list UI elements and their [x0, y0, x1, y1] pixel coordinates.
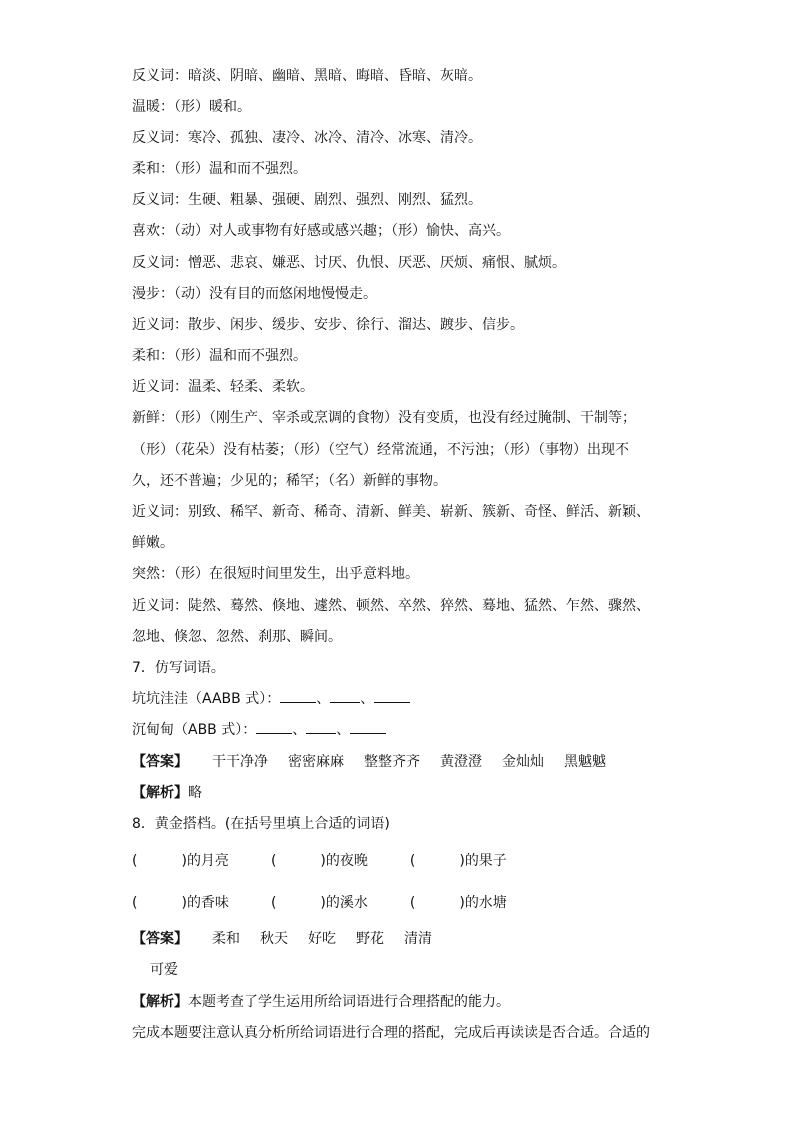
- text-line: 近义词：温柔、轻柔、柔软。: [132, 379, 314, 395]
- paren-open: (: [409, 895, 416, 911]
- separator: 、: [336, 722, 351, 738]
- paren-open: (: [132, 895, 138, 911]
- paren-open: (: [270, 895, 277, 911]
- answer-word: 金灿灿: [502, 754, 544, 770]
- analysis-label: 【解析】: [132, 994, 188, 1010]
- fill-blank[interactable]: [374, 689, 410, 703]
- text-line: 柔和：（形）温和而不强烈。: [132, 161, 307, 177]
- phrase: 的月亮: [186, 853, 229, 869]
- text-line: 漫步：（动）没有目的而悠闲地慢慢走。: [132, 286, 377, 302]
- q7-line-abb: [132, 720, 386, 740]
- q7-abb-prefix: 沉甸甸（ABB 式）：: [132, 722, 257, 738]
- q8-answer-extra: 可爱: [150, 962, 178, 978]
- text-line: 久，还不普遍；少见的；稀罕；（名）新鲜的事物。: [132, 473, 447, 489]
- analysis-text: 本题考查了学生运用所给词语进行合理搭配的能力。: [188, 994, 510, 1010]
- answer-word: 野花: [356, 931, 384, 947]
- text-line: 喜欢：（动）对人或事物有好感或感兴趣；（形）愉快、高兴。: [132, 223, 510, 239]
- paren-close: ): [181, 895, 187, 911]
- question-7-title: 7．仿写词语。: [132, 660, 225, 676]
- separator: 、: [316, 691, 331, 707]
- text-line: 近义词：陡然、蓦然、倏地、遽然、顿然、卒然、猝然、蓦地、猛然、乍然、骤然、: [132, 598, 650, 614]
- q8-last-line: 完成本题要注意认真分析所给词语进行合理的搭配，完成后再读读是否合适。合适的: [132, 1025, 650, 1041]
- answer-label: 【答案】: [132, 754, 188, 770]
- text-line: 鲜嫩。: [132, 535, 174, 551]
- answer-word: 秋天: [260, 931, 288, 947]
- phrase: 的果子: [464, 853, 507, 869]
- text-line: 反义词：寒冷、孤独、凄冷、冰冷、清冷、冰寒、清冷。: [132, 130, 482, 146]
- fill-blank[interactable]: [256, 720, 292, 734]
- answer-word: 黄澄澄: [440, 754, 482, 770]
- text-line: 近义词：别致、稀罕、新奇、稀奇、清新、鲜美、崭新、簇新、奇怪、鲜活、新颖、: [132, 504, 650, 520]
- phrase: 的夜晚: [325, 853, 368, 869]
- answer-word: 密密麻麻: [288, 754, 344, 770]
- paren-open: (: [132, 853, 138, 869]
- fill-blank[interactable]: [330, 689, 360, 703]
- separator: 、: [292, 722, 307, 738]
- answer-word: 干干净净: [212, 754, 268, 770]
- paren-close: ): [320, 895, 326, 911]
- text-line: 反义词：生硬、粗暴、强硬、剧烈、强烈、刚烈、猛烈。: [132, 192, 482, 208]
- fill-blank[interactable]: [306, 720, 336, 734]
- q7-line-aabb: [132, 689, 410, 709]
- answer-label: 【答案】: [132, 931, 188, 947]
- text-line: 近义词：散步、闲步、缓步、安步、徐行、溜达、踱步、信步。: [132, 317, 524, 333]
- q7-analysis-line: [132, 783, 202, 803]
- answer-word: 黑魆魆: [564, 754, 606, 770]
- fill-blank[interactable]: [280, 689, 316, 703]
- question-8-title: 8．黄金搭档。(在括号里填上合适的词语): [132, 816, 390, 832]
- phrase: 的水塘: [464, 895, 507, 911]
- text-line: 反义词：憎恶、悲哀、嫌恶、讨厌、仇恨、厌恶、厌烦、痛恨、腻烦。: [132, 255, 566, 271]
- text-line: 新鲜：（形）（刚生产、宰杀或烹调的食物）没有变质，也没有经过腌制、干制等；: [132, 410, 636, 426]
- paren-open: (: [270, 853, 277, 869]
- phrase: 的溪水: [325, 895, 368, 911]
- analysis-label: 【解析】: [132, 785, 188, 801]
- paren-close: ): [320, 853, 326, 869]
- answer-word: 好吃: [308, 931, 336, 947]
- phrase: 的香味: [186, 895, 229, 911]
- text-line: 忽地、倏忽、忽然、刹那、瞬间。: [132, 629, 342, 645]
- q7-answer-line: [132, 752, 606, 772]
- text-line: 柔和：（形）温和而不强烈。: [132, 348, 307, 364]
- answer-word: 柔和: [212, 931, 240, 947]
- paren-open: (: [409, 853, 416, 869]
- q8-answer-line: [132, 929, 432, 949]
- q7-aabb-prefix: 坑坑洼洼（AABB 式）：: [132, 691, 281, 707]
- paren-close: ): [459, 895, 465, 911]
- q8-row-2: [132, 893, 507, 913]
- paren-close: ): [459, 853, 465, 869]
- q8-analysis-line: [132, 992, 510, 1012]
- text-line: 突然：（形）在很短时间里发生，出乎意料地。: [132, 566, 419, 582]
- separator: 、: [360, 691, 375, 707]
- text-line: 反义词：暗淡、阴暗、幽暗、黑暗、晦暗、昏暗、灰暗。: [132, 68, 482, 84]
- analysis-text: 略: [188, 785, 202, 801]
- text-line: 温暖：（形）暖和。: [132, 99, 251, 115]
- q8-row-1: [132, 851, 507, 871]
- answer-word: 清清: [404, 931, 432, 947]
- text-line: （形）（花朵）没有枯萎；（形）（空气）经常流通，不污浊；（形）（事物）出现不: [132, 442, 629, 458]
- answer-word: 整整齐齐: [364, 754, 420, 770]
- paren-close: ): [181, 853, 187, 869]
- fill-blank[interactable]: [350, 720, 386, 734]
